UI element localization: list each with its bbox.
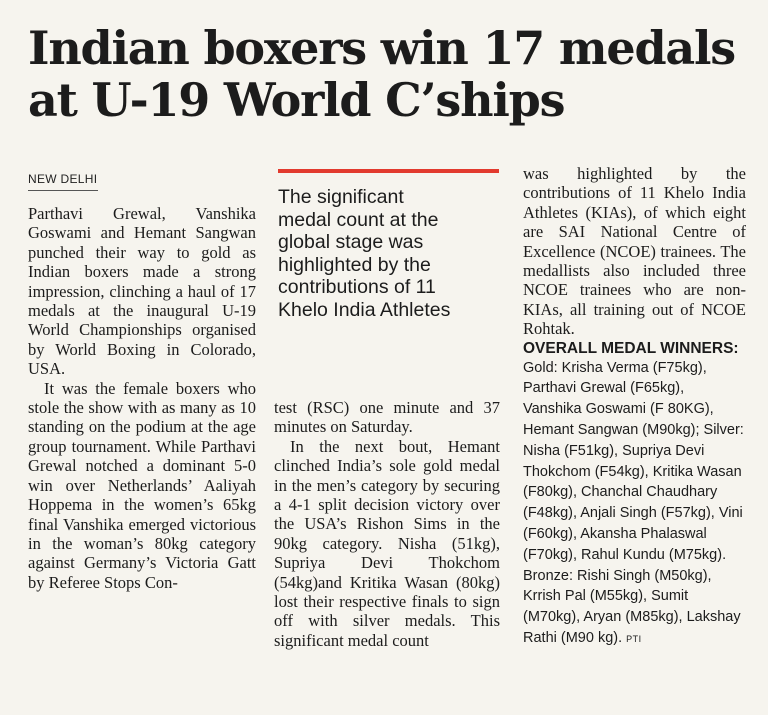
- column-2: [274, 398, 500, 650]
- pull-quote-line: medal count at the: [278, 208, 439, 231]
- col1-paragraph-2: It was the female boxers who stole the show with as many as 10 standing on the podium at the age group tournament. While Parthavi Grewal notched a dominant 5-0 win over Netherlands’ Aaliyah Hoppema in the women’s 65kg final Vanshika emerged victorious in the woman’s 80kg category against Germany’s Victoria Gatt by Referee Stops Con-: [28, 378, 256, 592]
- dateline: NEW DELHI: [28, 172, 98, 186]
- headline: Indian boxers win 17 medals at U-19 World C’ships: [28, 21, 735, 127]
- col2-paragraph-1: test (RSC) one minute and 37 minutes on Saturday.: [274, 398, 500, 437]
- pull-quote-rule: [278, 169, 499, 173]
- column-3: [523, 164, 746, 650]
- col1-paragraph-1: Parthavi Grewal, Vanshika Goswami and Hemant Sangwan punched their way to gold as Indian boxers made a strong impression, clinching a haul of 17 medals at the inaugural U-19 World Championships organised by World Boxing in Colorado, USA.: [28, 204, 256, 379]
- pull-quote-line: contributions of 11: [278, 276, 436, 299]
- column-1: [28, 204, 256, 592]
- dateline-rule: [28, 190, 98, 191]
- col2-paragraph-2: In the next bout, Hemant clinched India’s sole gold medal in the men’s category by securing a 4-1 split decision victory over the USA’s Rishon Sims in the 90kg category. Nisha (51kg), Supriya Devi Thokchom (54kg)and Kritika Wasan (80kg) lost their respective finals to sign off with silver medals. This significant medal count: [274, 436, 500, 650]
- pull-quote-line: The significant: [278, 186, 404, 208]
- medal-winners-title: OVERALL MEDAL WINNERS:: [523, 339, 739, 357]
- pull-quote-line: Khelo India Athletes: [278, 298, 451, 321]
- credit: PTI: [626, 634, 642, 645]
- pull-quote-line: highlighted by the: [278, 253, 431, 276]
- pull-quote-line: global stage was: [278, 231, 424, 254]
- pull-quote: [278, 186, 504, 322]
- col3-paragraph-1: was highlighted by the contributions of 11 Khelo India Athletes (KIAs), of which eight are SAI National Centre of Excellence (NCOE) trainees. The medallists also included three NCOE trainees who are non-KIAs, all training out of NCOE Rohtak.: [523, 164, 746, 339]
- medal-winners-text: Gold: Krisha Verma (F75kg), Parthavi Grewal (F65kg), Vanshika Goswami (F 80KG), Hemant Sangwan (M90kg); Silver: Nisha (F51kg), Supriya Devi Thokchom (F54kg), Kritika Wasan (F80kg), Chanchal Chaudhary (F48kg), Anjali Singh (F57kg), Vini (F60kg), Akansha Phalaswal (F70kg), Rahul Kundu (M75kg). Bronze: Rishi Singh (M50kg), Krrish Pal (M55kg), Sumit (M70kg), Aryan (M85kg), Lakshay Rathi (M90 kg).: [523, 359, 744, 647]
- medal-winners-list: [523, 358, 746, 650]
